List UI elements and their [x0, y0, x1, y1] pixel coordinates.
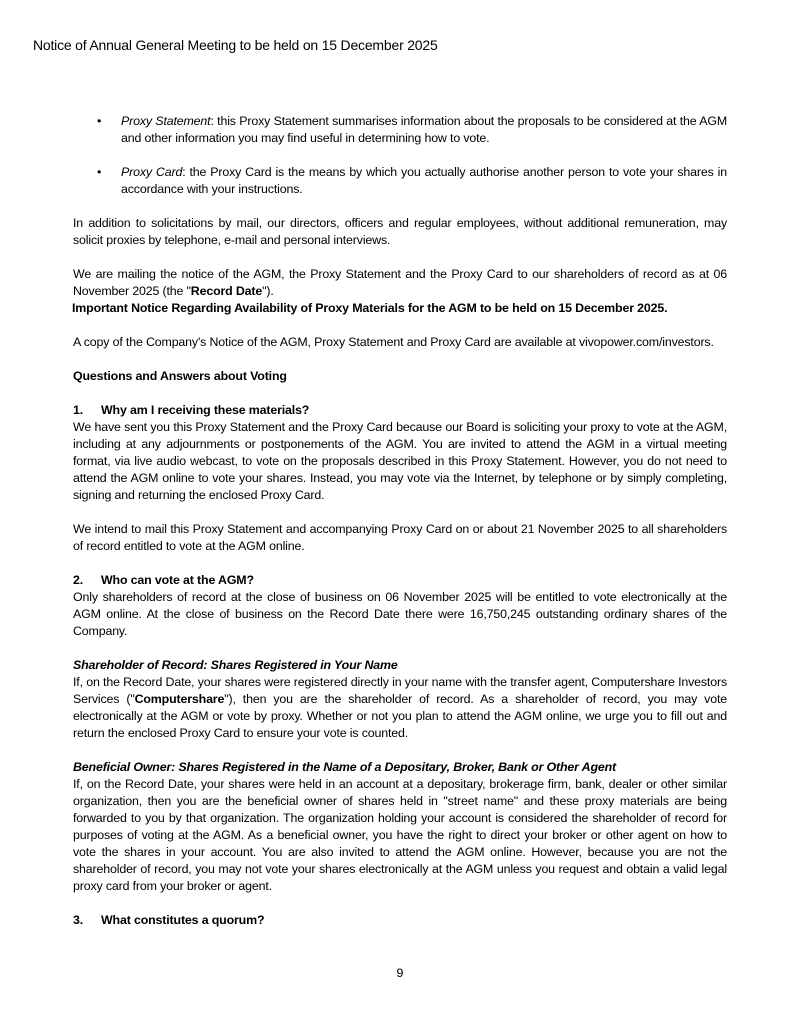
question-1: [73, 402, 727, 419]
important-notice: Important Notice Regarding Availability of Proxy Materials for the AGM to be held on 15 December 2025.: [72, 301, 668, 315]
answer-1-para-2: We intend to mail this Proxy Statement and accompanying Proxy Card on or about 21 November 2025 to all shareholders of record entitled to vote at the AGM online.: [73, 522, 727, 553]
qa-heading: Questions and Answers about Voting: [73, 369, 287, 383]
paragraph-solicitations: In addition to solicitations by mail, our directors, officers and regular employees, without additional remuneration, may solicit proxies by telephone, e-mail and personal interviews.: [73, 216, 727, 247]
question-text: What constitutes a quorum?: [101, 913, 265, 927]
text: "), then you are the shareholder of record. As a shareholder of record, you may vote electronically at the AGM or vote by proxy. Whether or not you plan to attend the AGM online, we urge you to fill out and return the enclosed Proxy Card to ensure your vote is counted.: [73, 692, 727, 740]
question-text: Why am I receiving these materials?: [101, 403, 310, 417]
subsection-text-beneficial-owner: If, on the Record Date, your shares were held in an account at a depositary, brokerage firm, bank, dealer or other similar organization, then you are the beneficial owner of shares held in "street name" and these proxy materials are being forwarded to you by that organization. The organization holding your account is considered the shareholder of record for purposes of voting at the AGM. As a beneficial owner, you have the right to direct your broker or other agent on how to vote the shares in your account. You are also invited to attend the AGM online. However, because you are not the shareholder of record, you may not vote your shares electronically at the AGM unless you request and obtain a valid legal proxy card from your broker or agent.: [73, 777, 727, 893]
text: ").: [262, 284, 274, 298]
paragraph-copy-available: A copy of the Company's Notice of the AGM, Proxy Statement and Proxy Card are available at vivopower.com/investors.: [73, 335, 714, 349]
defined-term-computershare: Computershare: [134, 692, 225, 706]
bullet-icon: •: [97, 114, 102, 128]
subsection-text-shareholder-of-record: [73, 674, 727, 742]
subsection-heading-shareholder-of-record: Shareholder of Record: Shares Registered in Your Name: [73, 658, 398, 672]
question-number: 1.: [73, 403, 84, 417]
question-3: [73, 912, 727, 929]
page-number: 9: [396, 966, 404, 980]
document-body: [73, 113, 727, 929]
subsection-heading-beneficial-owner: Beneficial Owner: Shares Registered in the Name of a Depositary, Broker, Bank or Other Agent: [73, 760, 617, 774]
bullet-icon: •: [97, 165, 102, 179]
answer-1-para-1: We have sent you this Proxy Statement and the Proxy Card because our Board is soliciting your proxy to vote at the AGM, including at any adjournments or postponements of the AGM. You are invited to attend the AGM in a virtual meeting format, via live audio webcast, to vote on the proposals described in this Proxy Statement. However, you do not need to attend the AGM online to vote your shares. Instead, you may vote via the Internet, by telephone or by simply completing, signing and returning the enclosed Proxy Card.: [73, 420, 727, 502]
bullet-text: : this Proxy Statement summarises information about the proposals to be considered at the AGM and other information you may find useful in determining how to vote.: [121, 114, 728, 145]
question-2: [73, 572, 727, 589]
bullet-proxy-card: [73, 164, 727, 198]
defined-term-record-date: Record Date: [190, 284, 263, 298]
question-number: 3.: [73, 913, 84, 927]
question-number: 2.: [73, 573, 84, 587]
text: We are mailing the notice of the AGM, the Proxy Statement and the Proxy Card to our shareholders of record as at 06 November 2025 (the ": [73, 267, 727, 298]
bullet-term: Proxy Card: [121, 165, 183, 179]
answer-2-para-1: Only shareholders of record at the close of business on 06 November 2025 will be entitled to vote electronically at the AGM online. At the close of business on the Record Date there were 16,750,245 outstanding ordinary shares of the Company.: [73, 590, 727, 638]
bullet-proxy-statement: [73, 113, 727, 147]
text: If, on the Record Date, your shares were registered directly in your name with the transfer agent, Computershare Investors Services (": [73, 675, 727, 706]
bullet-term: Proxy Statement: [121, 114, 211, 128]
bullet-text: : the Proxy Card is the means by which you actually authorise another person to vote your shares in accordance with your instructions.: [121, 165, 727, 196]
page-header: Notice of Annual General Meeting to be held on 15 December 2025: [33, 37, 438, 53]
paragraph-mailing: [73, 266, 727, 300]
question-text: Who can vote at the AGM?: [101, 573, 254, 587]
